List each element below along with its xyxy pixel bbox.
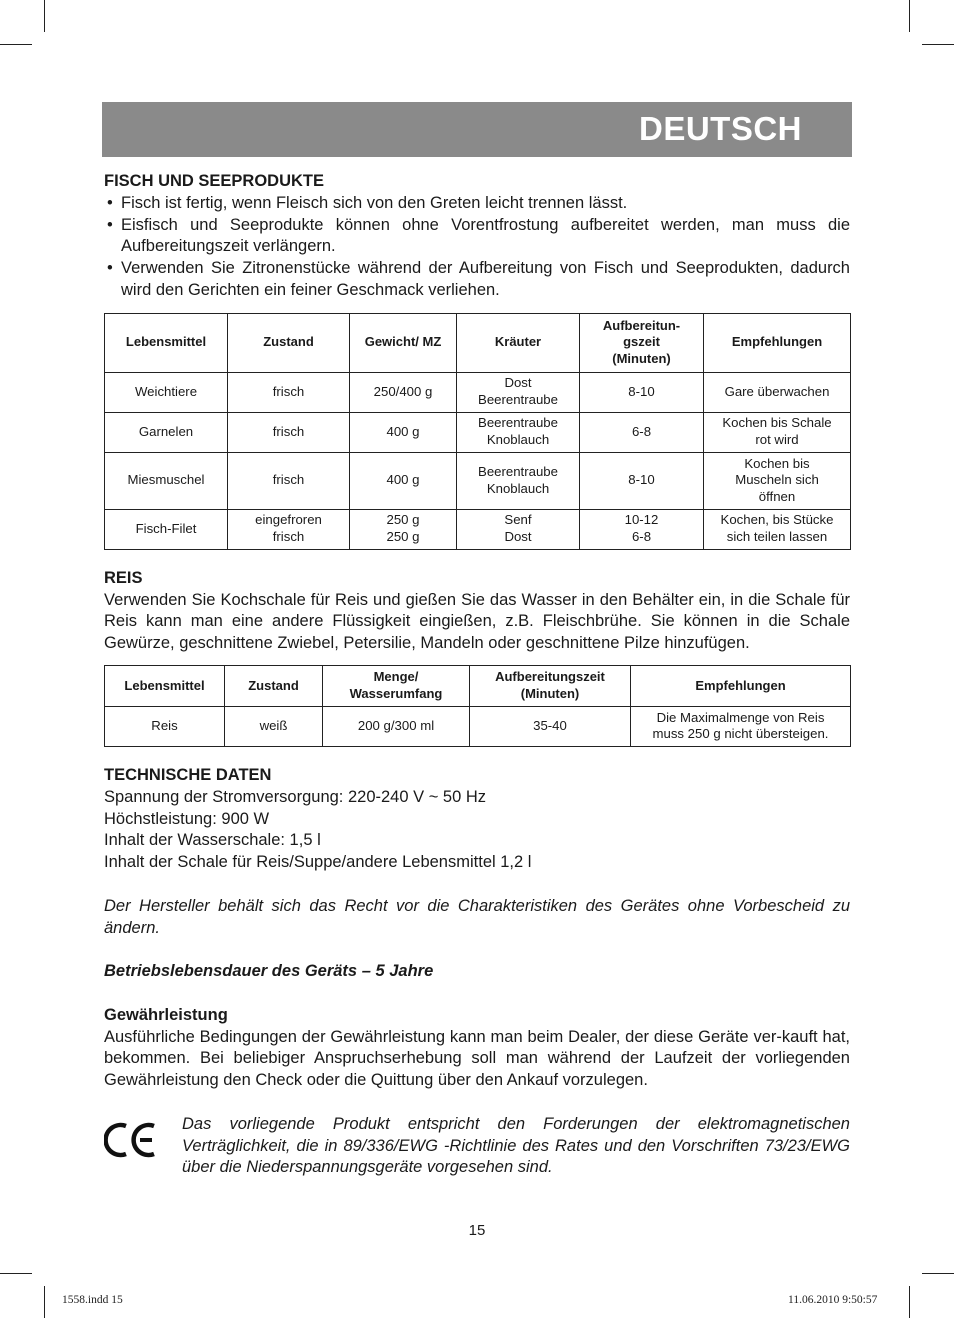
rice-paragraph: Verwenden Sie Kochschale für Reis und gießen Sie das Wasser in den Behälter ein, in die Schale für Reis kann man eine andere Flüssigkeit eingießen, z.B. Fleischbrühe. Sie können in die Schale Gewürze, geschnittene Zwiebel, Petersilie, Mandeln oder geschnittene Pilze hinzufügen. — [104, 590, 850, 653]
table-cell: 35-40 — [470, 706, 631, 746]
crop-mark — [0, 1273, 32, 1274]
tech-line: Inhalt der Wasserschale: 1,5 l — [104, 831, 321, 850]
table-cell: 250 g 250 g — [350, 509, 457, 549]
table-row — [105, 372, 851, 412]
lifetime-notice: Betriebslebensdauer des Geräts – 5 Jahre — [104, 962, 434, 981]
table-row — [105, 452, 851, 509]
column-header: Kräuter — [457, 313, 580, 372]
list-item: • Verwenden Sie Zitronenstücke während der Aufbereitung von Fisch und Seeprodukten, dadurch wird den Gerichten ein feiner Geschmack verliehen. — [104, 258, 850, 302]
page-content — [104, 171, 850, 1179]
table-header-row — [105, 313, 851, 372]
fish-heading: FISCH UND SEEPRODUKTE — [104, 172, 325, 190]
crop-mark — [922, 44, 954, 45]
table-cell: Garnelen — [105, 412, 228, 452]
table-cell: Miesmuschel — [105, 452, 228, 509]
tech-heading: TECHNISCHE DATEN — [104, 765, 272, 784]
list-item: • Fisch ist fertig, wenn Fleisch sich von den Greten leicht trennen lässt. — [104, 193, 850, 215]
table-cell: frisch — [228, 452, 350, 509]
fish-bullet-list — [104, 193, 850, 302]
table-cell: 250/400 g — [350, 372, 457, 412]
ce-mark-icon — [104, 1114, 182, 1167]
manufacturer-notice: Der Hersteller behält sich das Recht vor die Charakteristiken des Gerätes ohne Vorbescheid zu ändern. — [104, 896, 850, 937]
page-number: 15 — [468, 1222, 486, 1239]
table-cell: eingefroren frisch — [228, 509, 350, 549]
crop-mark — [44, 1286, 45, 1318]
table-cell: Dost Beerentraube — [457, 372, 580, 412]
column-header: Menge/ Wasserumfang — [323, 665, 470, 706]
column-header: Aufbereitun-gszeit (Minuten) — [580, 313, 704, 372]
rice-heading: REIS — [104, 568, 143, 587]
language-title: DEUTSCH — [638, 110, 802, 147]
tech-line: Spannung der Stromversorgung: 220-240 V ~ 50 Hz — [104, 787, 487, 806]
column-header: Empfehlungen — [704, 313, 851, 372]
slug-timestamp: 11.06.2010 9:50:57 — [788, 1294, 878, 1306]
table-cell: 200 g/300 ml — [323, 706, 470, 746]
warranty-heading: Gewährleistung — [104, 1005, 228, 1024]
table-cell: 400 g — [350, 452, 457, 509]
table-row — [105, 509, 851, 549]
warranty-paragraph: Ausführliche Bedingungen der Gewährleistung kann man beim Dealer, der diese Geräte ver-kauft hat, bekommen. Bei beliebiger Anspruchserhebung soll man während der Laufzeit der vorliegenden Gewährleistung den Check oder die Quittung über den Ankauf vorzulegen. — [104, 1027, 850, 1090]
column-header: Gewicht/ MZ — [350, 313, 457, 372]
table-cell: frisch — [228, 412, 350, 452]
column-header: Aufbereitungszeit (Minuten) — [470, 665, 631, 706]
column-header: Lebensmittel — [105, 665, 225, 706]
language-header-bar — [102, 102, 852, 157]
table-cell: Senf Dost — [457, 509, 580, 549]
fish-table — [104, 313, 851, 550]
table-cell: Fisch-Filet — [105, 509, 228, 549]
crop-mark — [909, 1286, 910, 1318]
column-header: Empfehlungen — [631, 665, 851, 706]
ce-conformity-block — [104, 1114, 850, 1179]
table-cell: frisch — [228, 372, 350, 412]
slug-file-info: 1558.indd 15 — [62, 1294, 123, 1306]
table-cell: Gare überwachen — [704, 372, 851, 412]
table-cell: Reis — [105, 706, 225, 746]
table-cell: Kochen bis Muscheln sich öffnen — [704, 452, 851, 509]
table-cell: 8-10 — [580, 372, 704, 412]
crop-mark — [922, 1273, 954, 1274]
crop-mark — [44, 0, 45, 32]
tech-line: Höchstleistung: 900 W — [104, 809, 270, 828]
column-header: Zustand — [225, 665, 323, 706]
column-header: Lebensmittel — [105, 313, 228, 372]
table-cell: Beerentraube Knoblauch — [457, 412, 580, 452]
table-cell: Kochen, bis Stücke sich teilen lassen — [704, 509, 851, 549]
table-header-row — [105, 665, 851, 706]
table-row — [105, 706, 851, 746]
table-cell: Beerentraube Knoblauch — [457, 452, 580, 509]
column-header: Zustand — [228, 313, 350, 372]
table-row — [105, 412, 851, 452]
ce-logo — [104, 1120, 160, 1160]
crop-mark — [0, 44, 32, 45]
table-cell: 6-8 — [580, 412, 704, 452]
crop-mark — [909, 0, 910, 32]
table-cell: 10-12 6-8 — [580, 509, 704, 549]
table-cell: 400 g — [350, 412, 457, 452]
rice-table — [104, 665, 851, 747]
ce-conformity-text: Das vorliegende Produkt entspricht den Forderungen der elektromagnetischen Verträglichkeit, die in 89/336/EWG -Richtlinie des Rates und den Vorschriften 73/23/EWG über die Niederspannungsgeräte vorgesehen sind. — [182, 1114, 850, 1177]
table-cell: Weichtiere — [105, 372, 228, 412]
list-item: • Eisfisch und Seeprodukte können ohne Vorentfrostung aufbereitet werden, man muss die Aufbereitungszeit verlängern. — [104, 215, 850, 259]
table-cell: Die Maximalmenge von Reis muss 250 g nicht übersteigen. — [631, 706, 851, 746]
table-cell: Kochen bis Schale rot wird — [704, 412, 851, 452]
table-cell: 8-10 — [580, 452, 704, 509]
table-cell: weiß — [225, 706, 323, 746]
tech-line: Inhalt der Schale für Reis/Suppe/andere Lebensmittel 1,2 l — [104, 853, 532, 872]
